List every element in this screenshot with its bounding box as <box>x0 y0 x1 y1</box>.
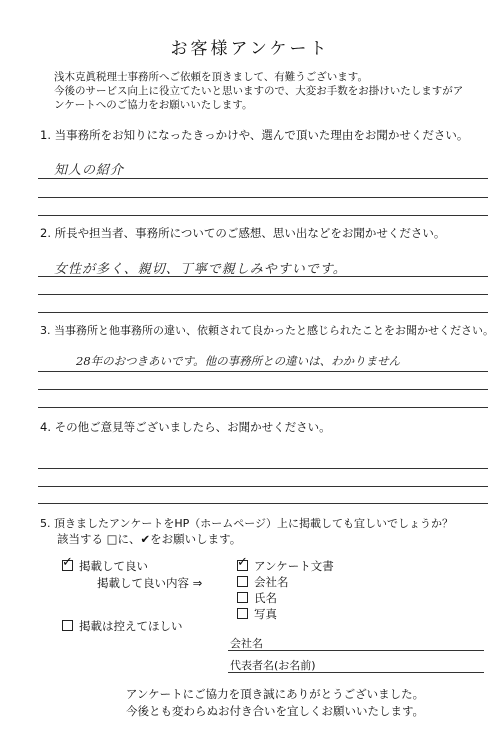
intro-line: ンケートへのご協力をお願いいたします。 <box>54 99 253 111</box>
answer-line <box>38 294 488 295</box>
answer-line <box>38 197 488 198</box>
footer <box>50 686 500 720</box>
question-5-instruction: 該当する □に、✔をお願いします。 <box>57 532 242 546</box>
option-decline[interactable] <box>62 618 183 634</box>
answer-line <box>38 503 488 504</box>
question-3: 3. 当事務所と他事務所の違い、依頼されて良かったと感じられたことをお聞かせください。 <box>40 324 494 337</box>
company-line <box>228 650 484 651</box>
answer-line <box>38 389 488 390</box>
footer-line: アンケートにご協力を頂き誠にありがとうございました。 <box>125 687 425 701</box>
checkbox-checked[interactable] <box>62 560 73 571</box>
answer-line <box>38 486 488 487</box>
answer-line <box>38 407 488 408</box>
content-option-survey[interactable] <box>237 558 334 574</box>
rep-line <box>228 672 484 673</box>
option-decline-label: 掲載は控えてほしい <box>79 619 183 633</box>
question-2: 2. 所長や担当者、事務所についてのご感想、思い出などをお聞かせください。 <box>40 226 446 240</box>
answer-line <box>38 178 488 179</box>
answer-line <box>38 468 488 469</box>
answer-line <box>38 312 488 313</box>
content-option-company[interactable] <box>237 574 289 590</box>
answer-line <box>38 276 488 277</box>
allowed-content-label: 掲載して良い内容 ⇒ <box>97 576 203 590</box>
answer-1: 知人の紹介 <box>54 163 125 178</box>
checkbox[interactable] <box>237 592 248 603</box>
option-allow-label: 掲載して良い <box>79 559 148 573</box>
footer-line: 今後とも変わらぬお付き合いを宜しくお願いいたします。 <box>125 704 425 718</box>
intro-text <box>54 70 494 112</box>
answer-3: 28年のおつきあいです。他の事務所との違いは、わかりません <box>76 354 401 368</box>
company-label: 会社名 <box>230 637 263 650</box>
checkbox[interactable] <box>62 620 73 631</box>
checkbox-checked[interactable] <box>237 560 248 571</box>
checkbox[interactable] <box>237 576 248 587</box>
intro-line: 浅木克眞税理士事務所へご依頼を頂きまして、有難うございます。 <box>54 71 368 83</box>
checkbox[interactable] <box>237 608 248 619</box>
option-allow[interactable] <box>62 558 148 574</box>
answer-line <box>38 371 488 372</box>
content-option-photo[interactable] <box>237 606 277 622</box>
question-1: 1. 当事務所をお知りになったきっかけや、選んで頂いた理由をお聞かせください。 <box>40 128 469 142</box>
content-option-label: 氏名 <box>254 591 277 605</box>
answer-2: 女性が多く、親切、丁寧で親しみやすいです。 <box>54 262 347 277</box>
answer-line <box>38 215 488 216</box>
page-title: お客様アンケート <box>170 39 330 59</box>
content-option-label: 会社名 <box>254 575 289 589</box>
content-option-name[interactable] <box>237 590 277 606</box>
rep-label: 代表者名(お名前) <box>230 659 316 672</box>
intro-line: 今後のサービス向上に役立てたいと思いますので、大変お手数をお掛けいたしますがア <box>54 85 464 97</box>
question-5: 5. 頂きましたアンケートをHP（ホームページ）上に掲載しても宜しいでしょうか？ <box>40 517 454 530</box>
question-4: 4. その他ご意見等ございましたら、お聞かせください。 <box>40 420 331 434</box>
content-option-label: アンケート文書 <box>254 559 334 573</box>
content-option-label: 写真 <box>254 607 277 621</box>
